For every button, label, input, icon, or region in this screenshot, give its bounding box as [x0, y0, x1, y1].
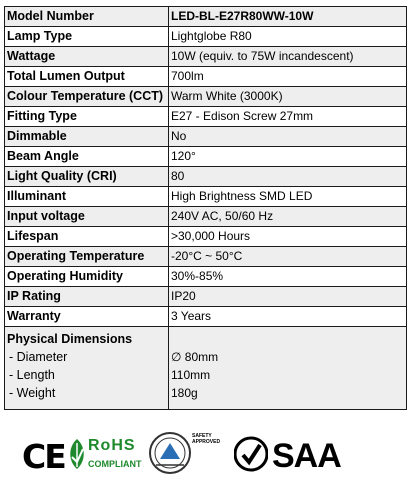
- physical-dimensions-label: Physical Dimensions: [7, 332, 133, 346]
- spec-key: Model Number: [5, 7, 169, 27]
- spec-value: 240V AC, 50/60 Hz: [169, 207, 407, 227]
- spec-key: IP Rating: [5, 287, 169, 307]
- spec-value: LED-BL-E27R80WW-10W: [169, 7, 407, 27]
- rohs-title: RoHS: [88, 437, 136, 454]
- dimension-value: ∅ 80mm: [171, 350, 219, 364]
- saa-tick-icon: [234, 435, 268, 473]
- spec-row: [5, 127, 407, 147]
- spec-row: [5, 87, 407, 107]
- spec-row: [5, 307, 407, 327]
- spec-row: [5, 147, 407, 167]
- spec-value: 3 Years: [169, 307, 407, 327]
- spec-table: [4, 6, 407, 410]
- dimension-key: - Diameter: [9, 350, 68, 364]
- spec-key: Lifespan: [5, 227, 169, 247]
- spec-key: Warranty: [5, 307, 169, 327]
- saa-text: SAA: [272, 437, 341, 475]
- spec-value: IP20: [169, 287, 407, 307]
- safety-approved-stamp: [192, 433, 228, 473]
- spec-row: [5, 7, 407, 27]
- spec-row: [5, 27, 407, 47]
- spec-value: 80: [169, 167, 407, 187]
- spec-row: [5, 187, 407, 207]
- spec-value: >30,000 Hours: [169, 227, 407, 247]
- spec-value: 120°: [169, 147, 407, 167]
- spec-key: Fitting Type: [5, 107, 169, 127]
- certification-seal-icon: [148, 431, 192, 475]
- dimension-key: - Length: [9, 368, 55, 382]
- spec-key: Colour Temperature (CCT): [5, 87, 169, 107]
- spec-value: 10W (equiv. to 75W incandescent): [169, 47, 407, 67]
- rohs-subtitle: COMPLIANT: [88, 459, 142, 469]
- spec-value: Warm White (3000K): [169, 87, 407, 107]
- spec-value: High Brightness SMD LED: [169, 187, 407, 207]
- saa-logo: [234, 435, 341, 475]
- spec-key: Operating Humidity: [5, 267, 169, 287]
- spec-key: Illuminant: [5, 187, 169, 207]
- rohs-logo: [66, 435, 146, 475]
- spec-key: Lamp Type: [5, 27, 169, 47]
- spec-value: 30%-85%: [169, 267, 407, 287]
- spec-value: No: [169, 127, 407, 147]
- spec-value: E27 - Edison Screw 27mm: [169, 107, 407, 127]
- rohs-leaf-icon: [66, 437, 88, 471]
- dimension-value: 110mm: [171, 368, 211, 382]
- physical-dimensions-keys: [5, 327, 169, 410]
- spec-row: [5, 267, 407, 287]
- spec-key: Light Quality (CRI): [5, 167, 169, 187]
- physical-dimensions-values: [169, 327, 407, 410]
- spec-value: 700lm: [169, 67, 407, 87]
- approved-line-2: APPROVED: [192, 439, 221, 445]
- spec-value: Lightglobe R80: [169, 27, 407, 47]
- spec-key: Operating Temperature: [5, 247, 169, 267]
- spec-row: [5, 67, 407, 87]
- spec-key: Wattage: [5, 47, 169, 67]
- spec-row: [5, 247, 407, 267]
- spec-row: [5, 167, 407, 187]
- spec-row: [5, 207, 407, 227]
- spec-row: [5, 227, 407, 247]
- spec-key: Dimmable: [5, 127, 169, 147]
- spec-key: Total Lumen Output: [5, 67, 169, 87]
- dimension-key: - Weight: [9, 386, 56, 400]
- approved-line-1: SAFETY: [192, 433, 212, 439]
- spec-row: [5, 47, 407, 67]
- spec-row-physical: [5, 327, 407, 410]
- spec-key: Beam Angle: [5, 147, 169, 167]
- spec-key: Input voltage: [5, 207, 169, 227]
- certification-logos: [0, 425, 412, 477]
- spec-table-body: [5, 7, 407, 410]
- ce-mark-logo: CE: [22, 437, 65, 476]
- spec-value: -20°C ~ 50°C: [169, 247, 407, 267]
- spec-row: [5, 107, 407, 127]
- dimension-value: 180g: [171, 386, 198, 400]
- spec-row: [5, 287, 407, 307]
